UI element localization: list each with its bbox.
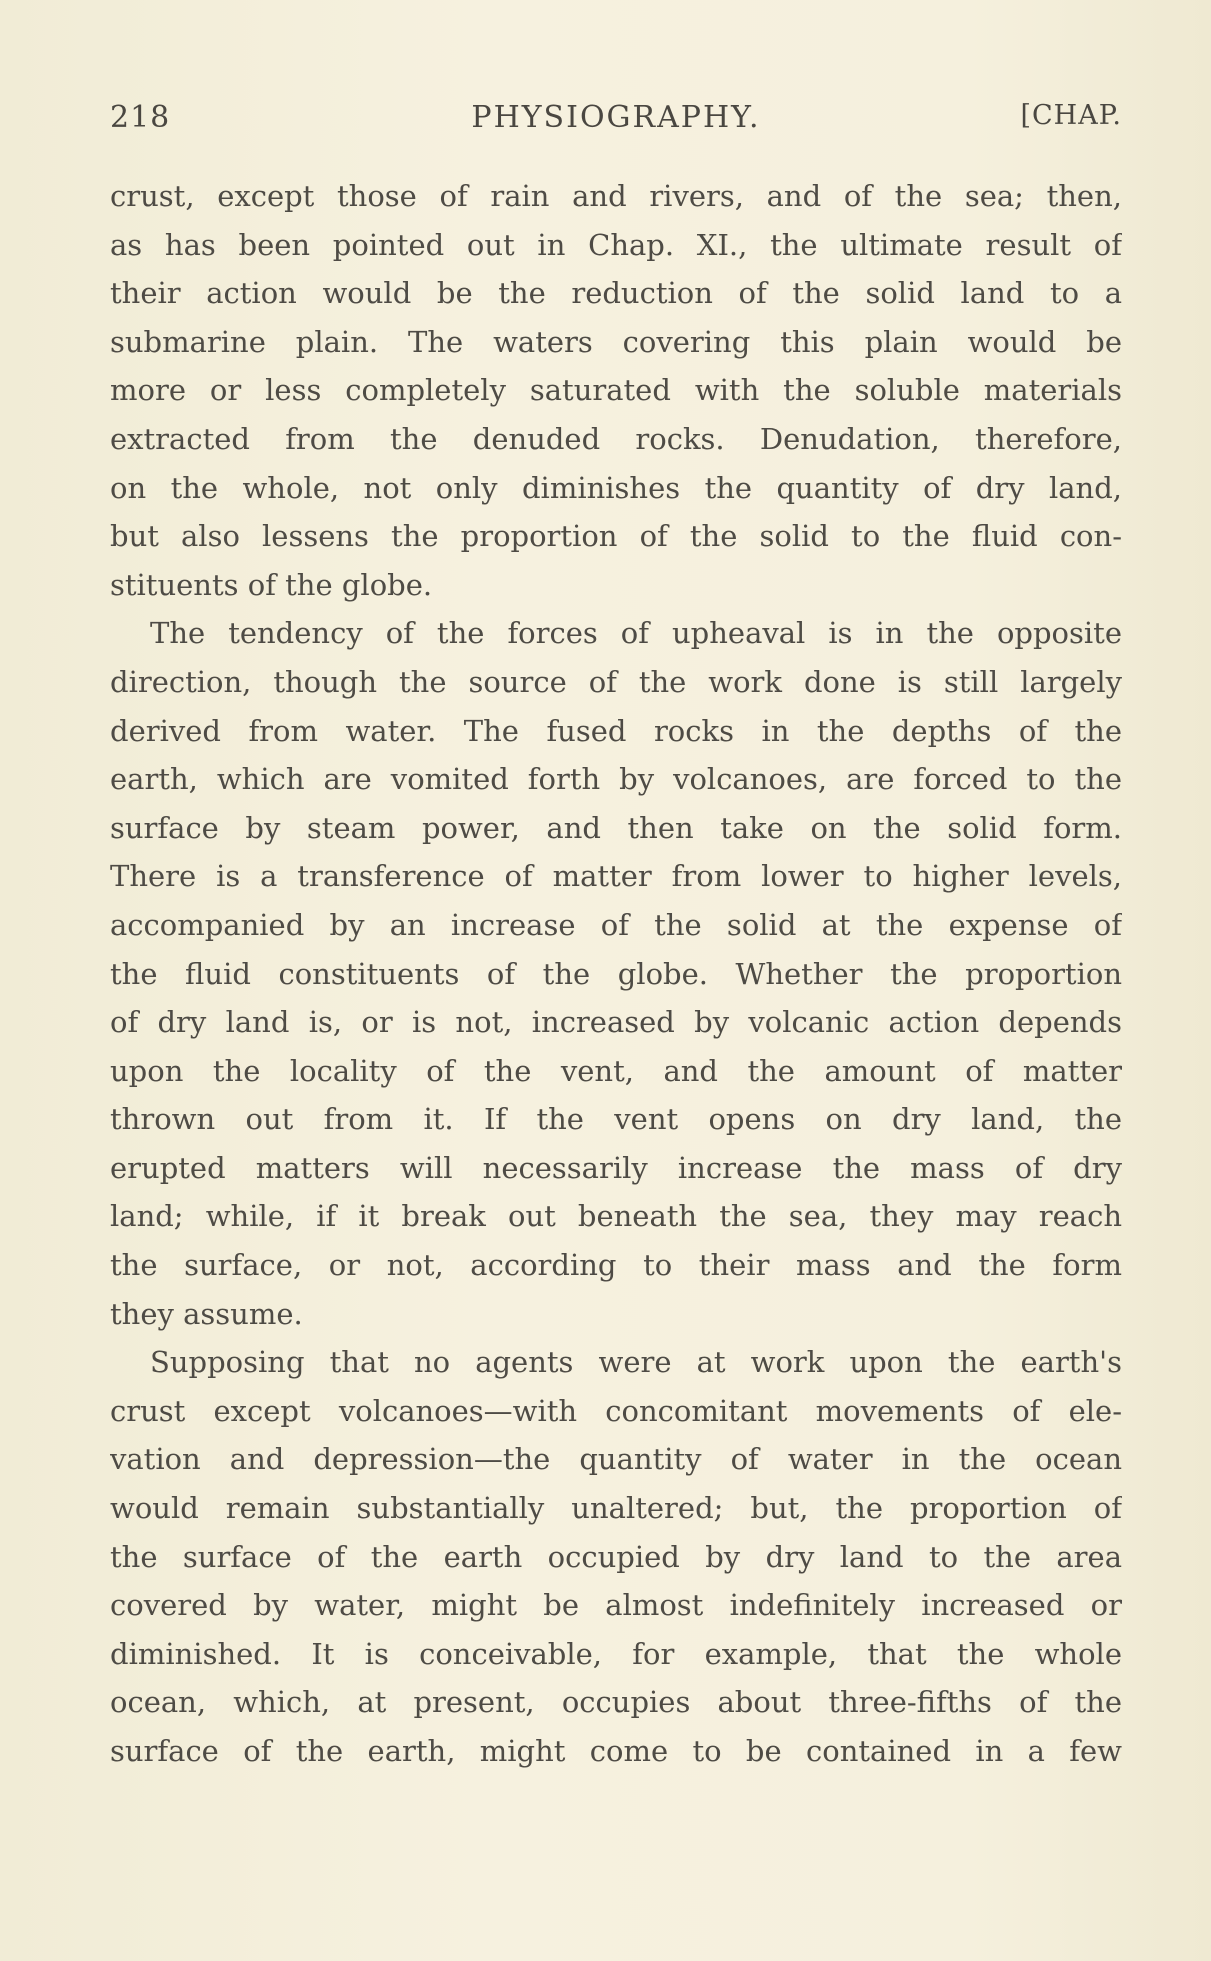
text-line: but also lessens the proportion of the solid to the fluid con-: [110, 519, 1122, 554]
text-line: direction, though the source of the work done is still largely: [110, 664, 1122, 699]
text-line: land; while, if it break out beneath the sea, they may reach: [110, 1199, 1122, 1234]
page-number: 218: [110, 100, 171, 135]
text-line: There is a transference of matter from lower to higher levels,: [110, 859, 1122, 894]
paragraph-first-line: Supposing that no agents were at work upon the earth's: [150, 1345, 1122, 1380]
text-line: surface of the earth, might come to be contained in a few: [110, 1734, 1122, 1768]
text-line: the surface, or not, according to their mass and the form: [110, 1248, 1122, 1283]
text-line: on the whole, not only diminishes the quantity of dry land,: [110, 470, 1122, 505]
text-line: they assume.: [110, 1296, 303, 1331]
text-line: stituents of the globe.: [110, 567, 433, 602]
text-line: earth, which are vomited forth by volcanoes, are forced to the: [110, 762, 1122, 797]
text-line: extracted from the denuded rocks. Denudation, therefore,: [110, 421, 1122, 456]
body-text: [110, 172, 1122, 1776]
text-line: accompanied by an increase of the solid at the expense of: [110, 907, 1122, 942]
text-line: crust, except those of rain and rivers, and of the sea; then,: [110, 179, 1122, 213]
text-line: covered by water, might be almost indefinitely increased or: [110, 1588, 1122, 1623]
text-line: their action would be the reduction of the solid land to a: [110, 276, 1122, 311]
text-line: ocean, which, at present, occupies about three-fifths of the: [110, 1685, 1122, 1720]
text-line: crust except volcanoes—with concomitant movements of ele-: [110, 1393, 1122, 1428]
text-line: surface by steam power, and then take on the solid form.: [110, 810, 1122, 845]
text-line: diminished. It is conceivable, for example, that the whole: [110, 1636, 1122, 1671]
text-line: thrown out from it. If the vent opens on dry land, the: [110, 1102, 1122, 1137]
text-line: erupted matters will necessarily increase the mass of dry: [110, 1150, 1122, 1185]
text-line: upon the locality of the vent, and the amount of matter: [110, 1053, 1122, 1088]
text-line: would remain substantially unaltered; but, the proportion of: [110, 1491, 1122, 1526]
text-line: more or less completely saturated with the soluble materials: [110, 373, 1122, 408]
text-line: vation and depression—the quantity of water in the ocean: [110, 1442, 1122, 1477]
text-line: the fluid constituents of the globe. Whether the proportion: [110, 956, 1122, 991]
text-line: derived from water. The fused rocks in the depths of the: [110, 713, 1122, 748]
running-header: [110, 100, 1122, 144]
text-line: the surface of the earth occupied by dry land to the area: [110, 1539, 1122, 1574]
text-line: submarine plain. The waters covering this plain would be: [110, 324, 1122, 359]
text-line: of dry land is, or is not, increased by volcanic action depends: [110, 1005, 1122, 1040]
paragraph-first-line: The tendency of the forces of upheaval is in the opposite: [150, 616, 1122, 651]
text-line: as has been pointed out in Chap. XI., the ultimate result of: [110, 227, 1122, 262]
chapter-reference: [CHAP.: [1020, 100, 1122, 131]
running-title: PHYSIOGRAPHY.: [471, 100, 761, 135]
